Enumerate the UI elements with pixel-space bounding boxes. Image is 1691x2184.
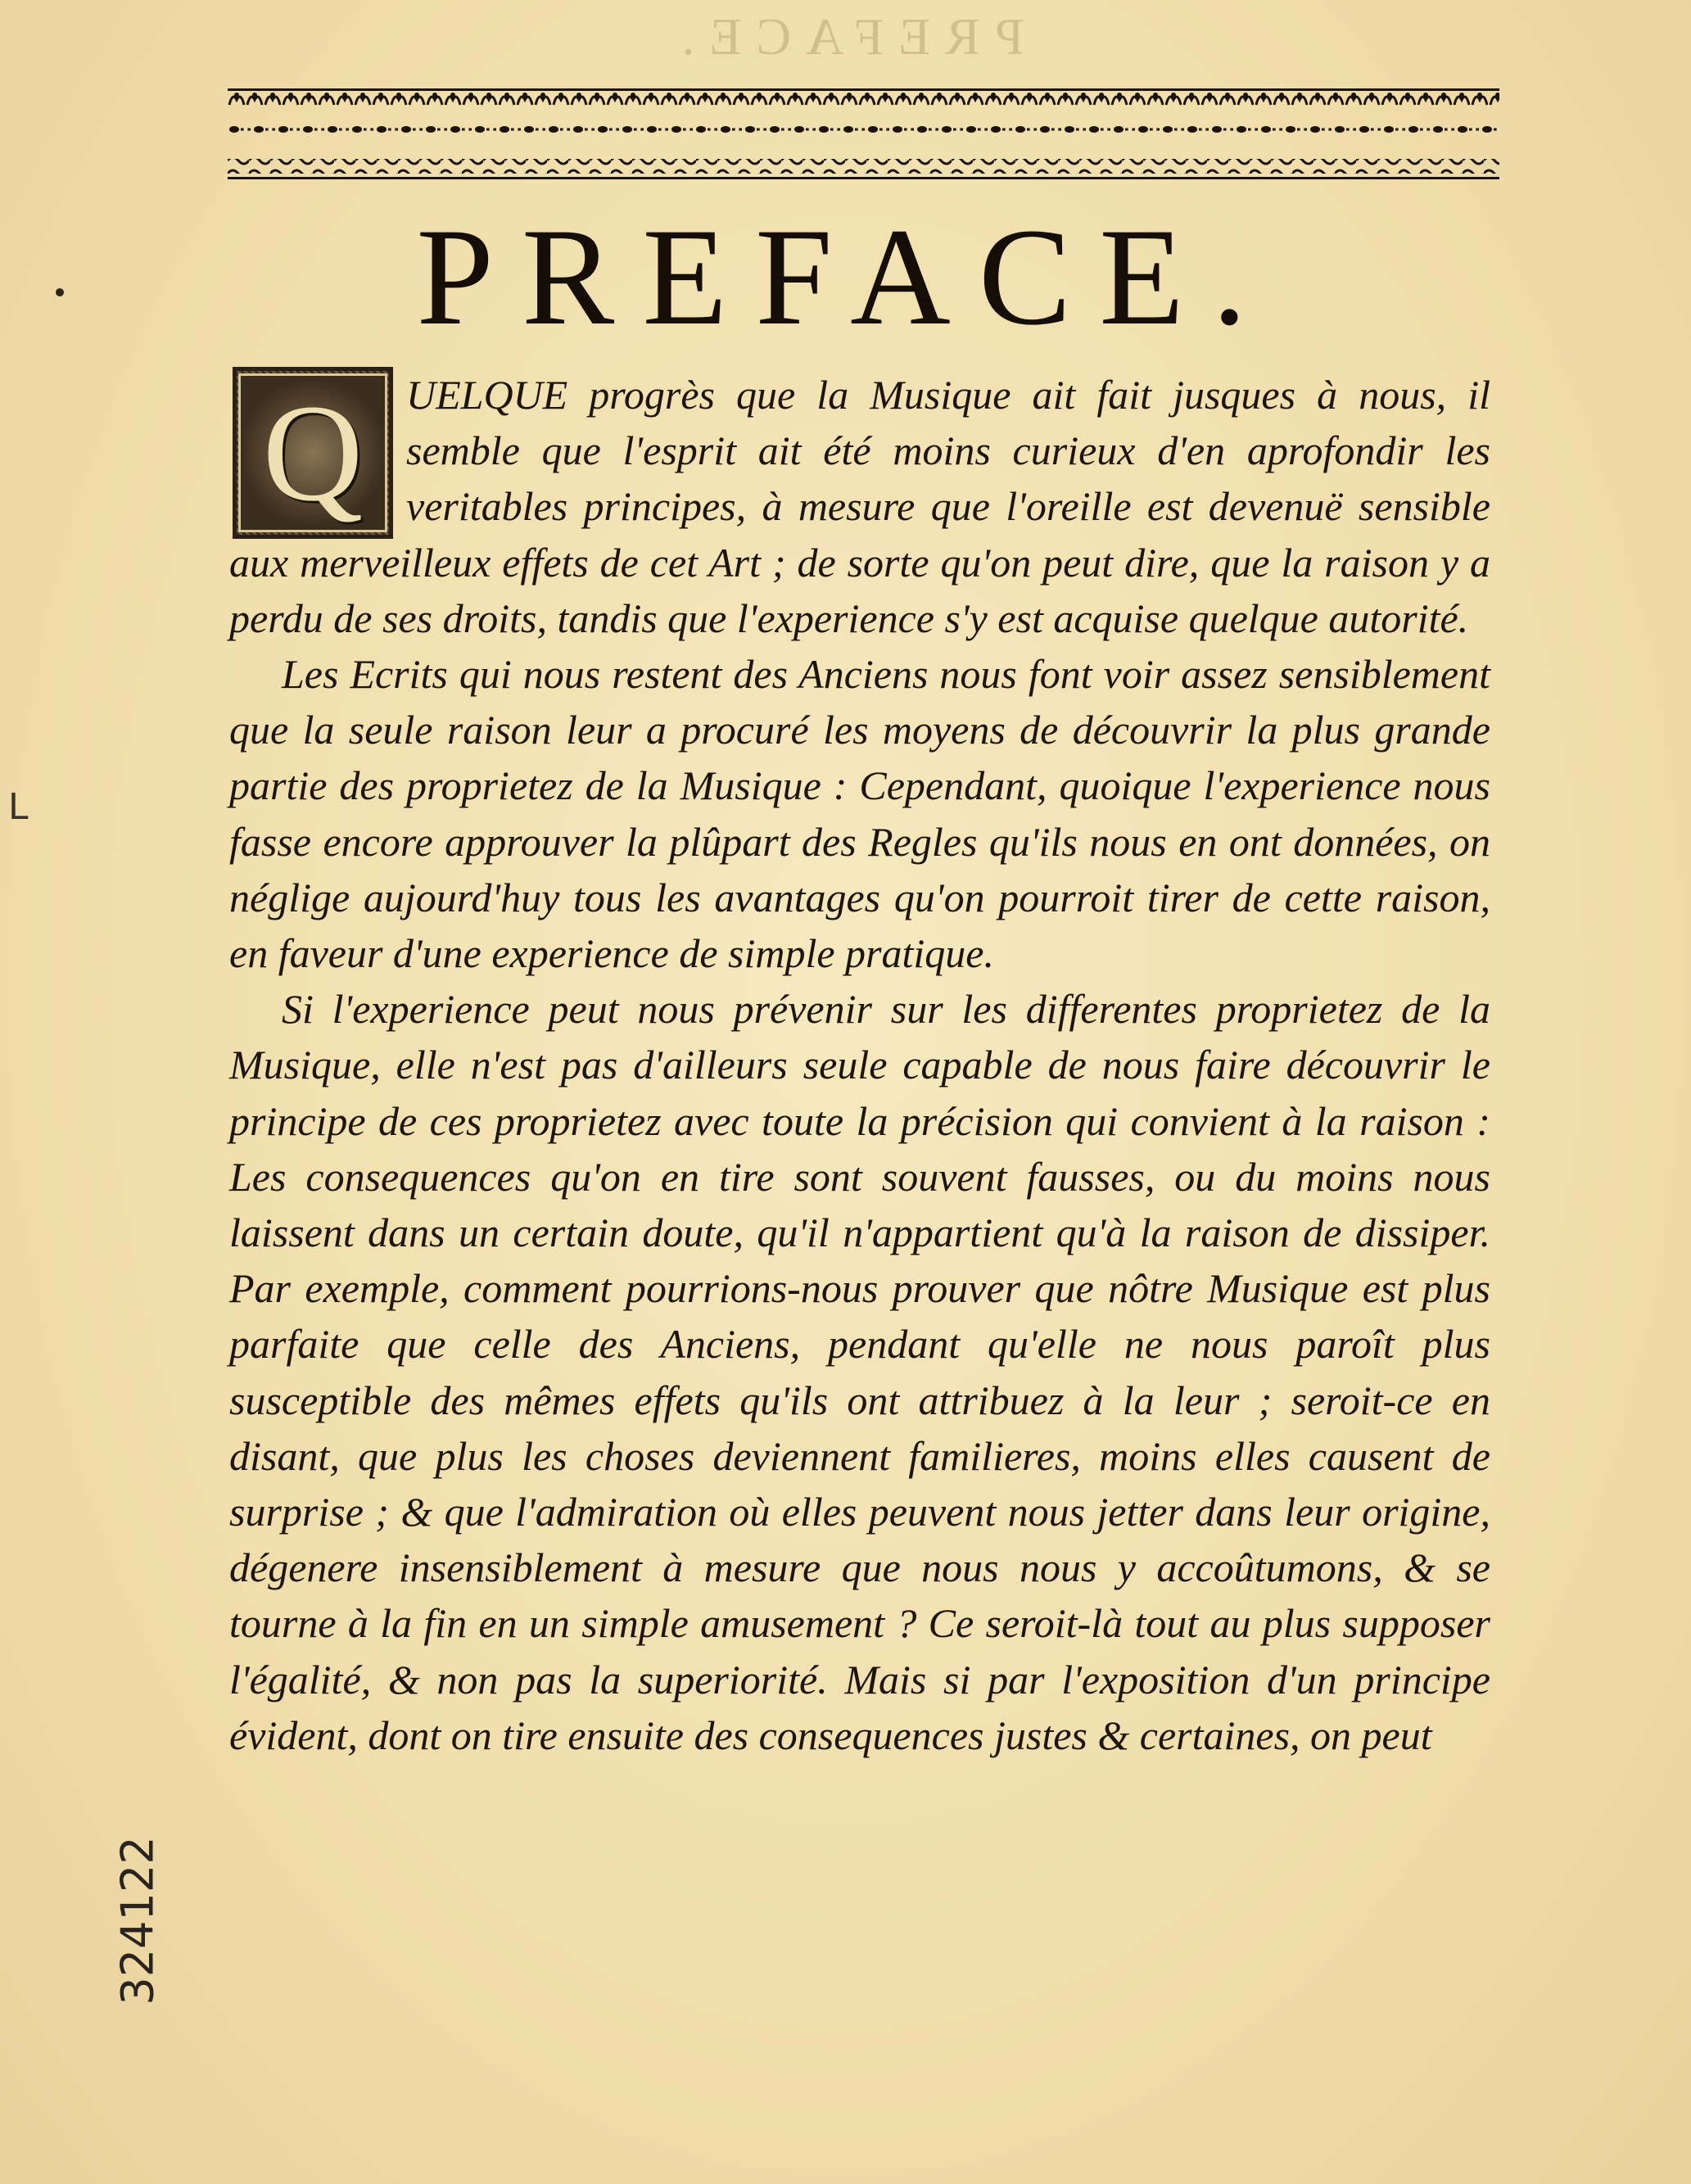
ink-spot	[56, 288, 64, 296]
paragraph: Si l'experience peut nous prévenir sur les differentes proprietez de la Musique, elle n'est pas d'ailleurs seule capable de nous faire découvrir le principe de ces proprietez avec toute la précision qui convient à la raison : Les consequences qu'on en tire sont souvent fausses, ou du moins nous laissent dans un certain doute, qu'il n'appartient qu'à la raison de dissiper. Par exemple, comment pourrions-nous prouver que nôtre Musique est plus parfaite que celle des Anciens, pendant qu'elle ne nous paroît plus susceptible des mêmes effets qu'ils ont attribuez à la leur ; seroit-ce en disant, que plus les choses deviennent familieres, moins elles causent de surprise ; & que l'admiration où elles peuvent nous jetter dans leur origine, dégenere insensiblement à mesure que nous nous y accoûtumons, & se tourne à la fin en un simple amusement ? Ce seroit-là tout au plus supposer l'égalité, & non pas la superiorité. Mais si par l'exposition d'un principe évident, dont on tire ensuite des consequences justes & certaines, on peut	[229, 986, 1490, 1758]
drop-cap-spacer	[229, 367, 406, 531]
show-through-running-head: PREFACE.	[667, 7, 1024, 66]
shelf-number-text: 324122	[111, 1835, 164, 2005]
handwritten-shelf-number	[113, 1810, 162, 2031]
paragraph: UELQUE progrès que la Musique ait fait jusques à nous, il semble que l'esprit ait été moins curieux d'en aprofondir les veritables principes, à mesure que l'oreille est devenuë sensible aux merveilleux effets de cet Art ; de sorte qu'on peut dire, que la raison y a perdu de ses droits, tandis que l'experience s'y est acquise quelque autorité.	[229, 372, 1490, 641]
paragraph: Les Ecrits qui nous restent des Anciens nous font voir assez sensiblement que la seule raison leur a procuré les moyens de découvrir la plus grande partie des proprietez de la Musique : Cependant, quoique l'experience nous fasse encore approuver la plûpart des Regles qu'ils nous en ont données, on néglige aujourd'huy tous les avantages qu'on pourroit tirer de cette raison, en faveur d'une experience de simple pratique.	[229, 651, 1490, 977]
ornamental-headpiece	[228, 88, 1499, 187]
margin-mark: L	[8, 786, 29, 828]
page-title: PREFACE.	[416, 200, 1275, 354]
drop-cap-letter: Q	[238, 373, 387, 532]
body-text	[229, 367, 1490, 1763]
